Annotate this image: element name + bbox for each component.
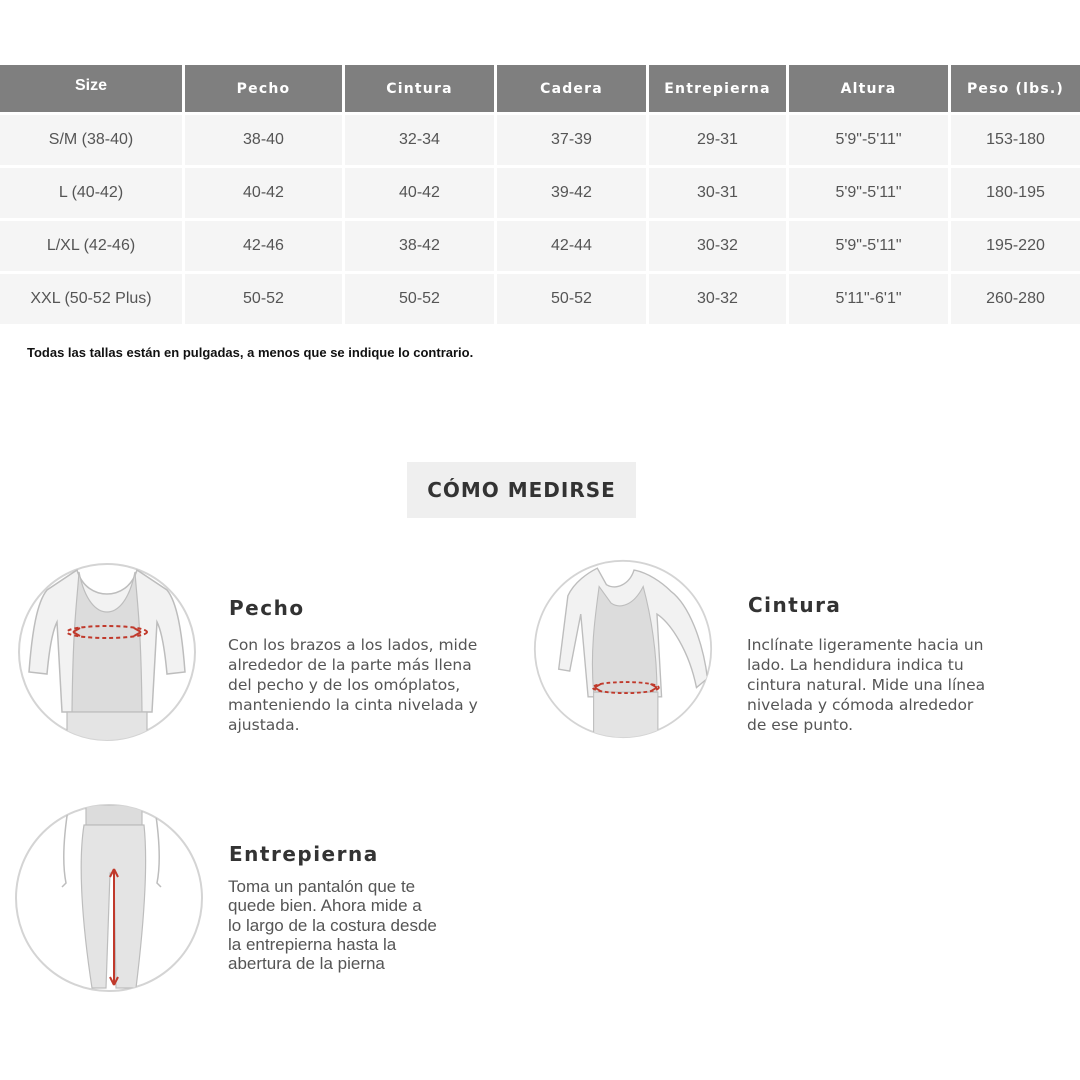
header-size: Size	[0, 65, 185, 115]
waist-line: cintura natural. Mide una línea	[747, 676, 986, 694]
table-cell: 5'9"-5'11"	[789, 221, 951, 274]
table-header-row	[0, 65, 1080, 115]
table-cell: 30-32	[649, 221, 789, 274]
waist-measure-illustration	[533, 559, 713, 739]
table-cell: S/M (38-40)	[0, 115, 185, 168]
inseam-title: Entrepierna	[229, 842, 379, 866]
table-cell: 260-280	[951, 274, 1080, 327]
table-cell: 5'9"-5'11"	[789, 168, 951, 221]
table-cell: 30-32	[649, 274, 789, 327]
table-cell: 30-31	[649, 168, 789, 221]
table-cell: 42-46	[185, 221, 345, 274]
table-cell: 37-39	[497, 115, 649, 168]
waist-line: Inclínate ligeramente hacia un	[747, 636, 984, 654]
table-cell: 180-195	[951, 168, 1080, 221]
inseam-measure-illustration	[14, 803, 204, 993]
waist-line: nivelada y cómoda alrededor	[747, 696, 974, 714]
header-height: Altura	[789, 65, 951, 115]
chest-description	[228, 635, 478, 735]
units-note: Todas las tallas están en pulgadas, a menos que se indique lo contrario.	[27, 345, 474, 360]
table-cell: 40-42	[185, 168, 345, 221]
chest-line: Con los brazos a los lados, mide	[228, 636, 478, 654]
table-cell: 39-42	[497, 168, 649, 221]
waist-line: de ese punto.	[747, 716, 854, 734]
inseam-line: quede bien. Ahora mide a	[228, 896, 422, 916]
table-cell: L (40-42)	[0, 168, 185, 221]
table-row	[0, 115, 1080, 168]
header-weight: Peso (lbs.)	[951, 65, 1080, 115]
table-row	[0, 221, 1080, 274]
table-cell: 50-52	[185, 274, 345, 327]
chest-line: del pecho y de los omóplatos,	[228, 676, 461, 694]
chest-line: ajustada.	[228, 716, 300, 734]
table-cell: 40-42	[345, 168, 497, 221]
table-cell: 50-52	[497, 274, 649, 327]
header-chest: Pecho	[185, 65, 345, 115]
table-row	[0, 168, 1080, 221]
how-to-measure-title: CÓMO MEDIRSE	[407, 462, 636, 518]
table-cell: L/XL (42-46)	[0, 221, 185, 274]
chest-line: alrededor de la parte más llena	[228, 656, 472, 674]
header-hip: Cadera	[497, 65, 649, 115]
table-cell: 153-180	[951, 115, 1080, 168]
waist-description	[747, 635, 985, 735]
inseam-line: lo largo de la costura desde	[228, 915, 437, 935]
table-cell: XXL (50-52 Plus)	[0, 274, 185, 327]
chest-measure-illustration	[17, 562, 197, 742]
table-cell: 38-42	[345, 221, 497, 274]
table-cell: 5'11"-6'1"	[789, 274, 951, 327]
chest-title: Pecho	[229, 596, 305, 620]
inseam-description	[228, 877, 437, 973]
table-cell: 42-44	[497, 221, 649, 274]
header-waist: Cintura	[345, 65, 497, 115]
table-cell: 32-34	[345, 115, 497, 168]
waist-line: lado. La hendidura indica tu	[747, 656, 964, 674]
table-cell: 50-52	[345, 274, 497, 327]
inseam-line: abertura de la pierna	[228, 954, 385, 974]
table-cell: 29-31	[649, 115, 789, 168]
header-inseam: Entrepierna	[649, 65, 789, 115]
inseam-line: Toma un pantalón que te	[228, 877, 416, 896]
table-cell: 195-220	[951, 221, 1080, 274]
waist-title: Cintura	[748, 593, 842, 617]
size-table	[0, 65, 1080, 327]
table-cell: 5'9"-5'11"	[789, 115, 951, 168]
table-cell: 38-40	[185, 115, 345, 168]
table-row	[0, 274, 1080, 327]
chest-line: manteniendo la cinta nivelada y	[228, 696, 478, 714]
inseam-line: la entrepierna hasta la	[228, 934, 397, 954]
